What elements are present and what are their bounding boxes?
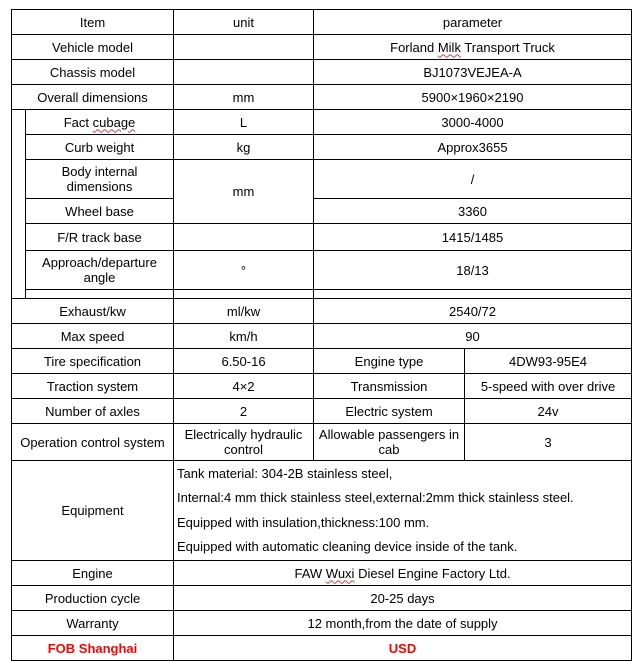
warranty-label: Warranty (12, 611, 174, 636)
wheel-base-value: 3360 (314, 199, 632, 224)
curb-weight-value: Approx3655 (314, 135, 632, 160)
chassis-model-label: Chassis model (12, 60, 174, 85)
row-fob (12, 636, 632, 661)
row-overall-dimensions (12, 85, 632, 110)
row-warranty (12, 611, 632, 636)
traction-label: Traction system (12, 374, 174, 399)
equipment-line: Equipped with insulation,thickness:100 mm. (177, 514, 430, 530)
chassis-model-unit (174, 60, 314, 85)
row-axles (12, 399, 632, 424)
row-curb-weight (12, 135, 632, 160)
engine-value: FAW Wuxi Diesel Engine Factory Ltd. (174, 561, 632, 586)
indent-spacer (12, 110, 26, 299)
row-operation (12, 424, 632, 461)
vehicle-model-unit (174, 35, 314, 60)
row-max-speed (12, 324, 632, 349)
spellcheck-word: Wuxi (325, 565, 355, 581)
equipment-description (174, 461, 632, 561)
header-unit: unit (174, 10, 314, 35)
electric-system-value: 24v (465, 399, 632, 424)
equipment-line: Equipped with automatic cleaning device inside of the tank. (177, 539, 518, 554)
max-speed-unit: km/h (174, 324, 314, 349)
row-fact-cubage (12, 110, 632, 135)
exhaust-value: 2540/72 (314, 299, 632, 324)
body-internal-label: Body internal dimensions (26, 160, 174, 199)
row-engine (12, 561, 632, 586)
body-internal-value: / (314, 160, 632, 199)
row-tire-spec (12, 349, 632, 374)
spellcheck-word: cubage (92, 114, 136, 130)
fr-track-base-label: F/R track base (26, 224, 174, 251)
header-row (12, 10, 632, 35)
approach-departure-unit: ° (174, 251, 314, 290)
spec-table (11, 9, 632, 661)
curb-weight-label: Curb weight (26, 135, 174, 160)
row-production-cycle (12, 586, 632, 611)
fob-value: USD (174, 636, 632, 661)
operation-value: Electrically hydraulic control (174, 424, 314, 461)
engine-type-label: Engine type (314, 349, 465, 374)
row-body-internal (12, 160, 632, 199)
fr-track-base-unit (174, 224, 314, 251)
transmission-label: Transmission (314, 374, 465, 399)
tire-spec-label: Tire specification (12, 349, 174, 374)
vehicle-model-value: Forland Milk Transport Truck (314, 35, 632, 60)
electric-system-label: Electric system (314, 399, 465, 424)
fact-cubage-value: 3000-4000 (314, 110, 632, 135)
max-speed-label: Max speed (12, 324, 174, 349)
exhaust-unit: ml/kw (174, 299, 314, 324)
engine-type-value: 4DW93-95E4 (465, 349, 632, 374)
row-fr-track-base (12, 224, 632, 251)
row-spacer-gap (12, 290, 632, 299)
header-parameter: parameter (314, 10, 632, 35)
group-unit-mm: mm (174, 160, 314, 224)
approach-departure-value: 18/13 (314, 251, 632, 290)
wheel-base-label: Wheel base (26, 199, 174, 224)
axles-label: Number of axles (12, 399, 174, 424)
fact-cubage-label: Fact cubage (26, 110, 174, 135)
tire-spec-value: 6.50-16 (174, 349, 314, 374)
warranty-value: 12 month,from the date of supply (174, 611, 632, 636)
engine-label: Engine (12, 561, 174, 586)
max-speed-value: 90 (314, 324, 632, 349)
row-equipment (12, 461, 632, 561)
operation-label: Operation control system (12, 424, 174, 461)
traction-value: 4×2 (174, 374, 314, 399)
overall-dimensions-unit: mm (174, 85, 314, 110)
fob-label: FOB Shanghai (12, 636, 174, 661)
passengers-value: 3 (465, 424, 632, 461)
vehicle-model-label: Vehicle model (12, 35, 174, 60)
fr-track-base-value: 1415/1485 (314, 224, 632, 251)
spellcheck-word: Milk (437, 39, 461, 55)
equipment-line: Internal:4 mm thick stainless steel,external:2mm thick stainless steel. (177, 490, 574, 505)
axles-value: 2 (174, 399, 314, 424)
row-vehicle-model (12, 35, 632, 60)
production-cycle-value: 20-25 days (174, 586, 632, 611)
transmission-value: 5-speed with over drive (465, 374, 632, 399)
header-item: Item (12, 10, 174, 35)
row-wheel-base (12, 199, 632, 224)
row-approach-departure (12, 251, 632, 290)
row-exhaust (12, 299, 632, 324)
passengers-label: Allowable passengers in cab (314, 424, 465, 461)
row-chassis-model (12, 60, 632, 85)
equipment-label: Equipment (12, 461, 174, 561)
chassis-model-value: BJ1073VEJEA-A (314, 60, 632, 85)
equipment-line: Tank material: 304-2B stainless steel, (177, 465, 393, 481)
overall-dimensions-label: Overall dimensions (12, 85, 174, 110)
curb-weight-unit: kg (174, 135, 314, 160)
fact-cubage-unit: L (174, 110, 314, 135)
production-cycle-label: Production cycle (12, 586, 174, 611)
exhaust-label: Exhaust/kw (12, 299, 174, 324)
row-traction (12, 374, 632, 399)
overall-dimensions-value: 5900×1960×2190 (314, 85, 632, 110)
approach-departure-label: Approach/departure angle (26, 251, 174, 290)
